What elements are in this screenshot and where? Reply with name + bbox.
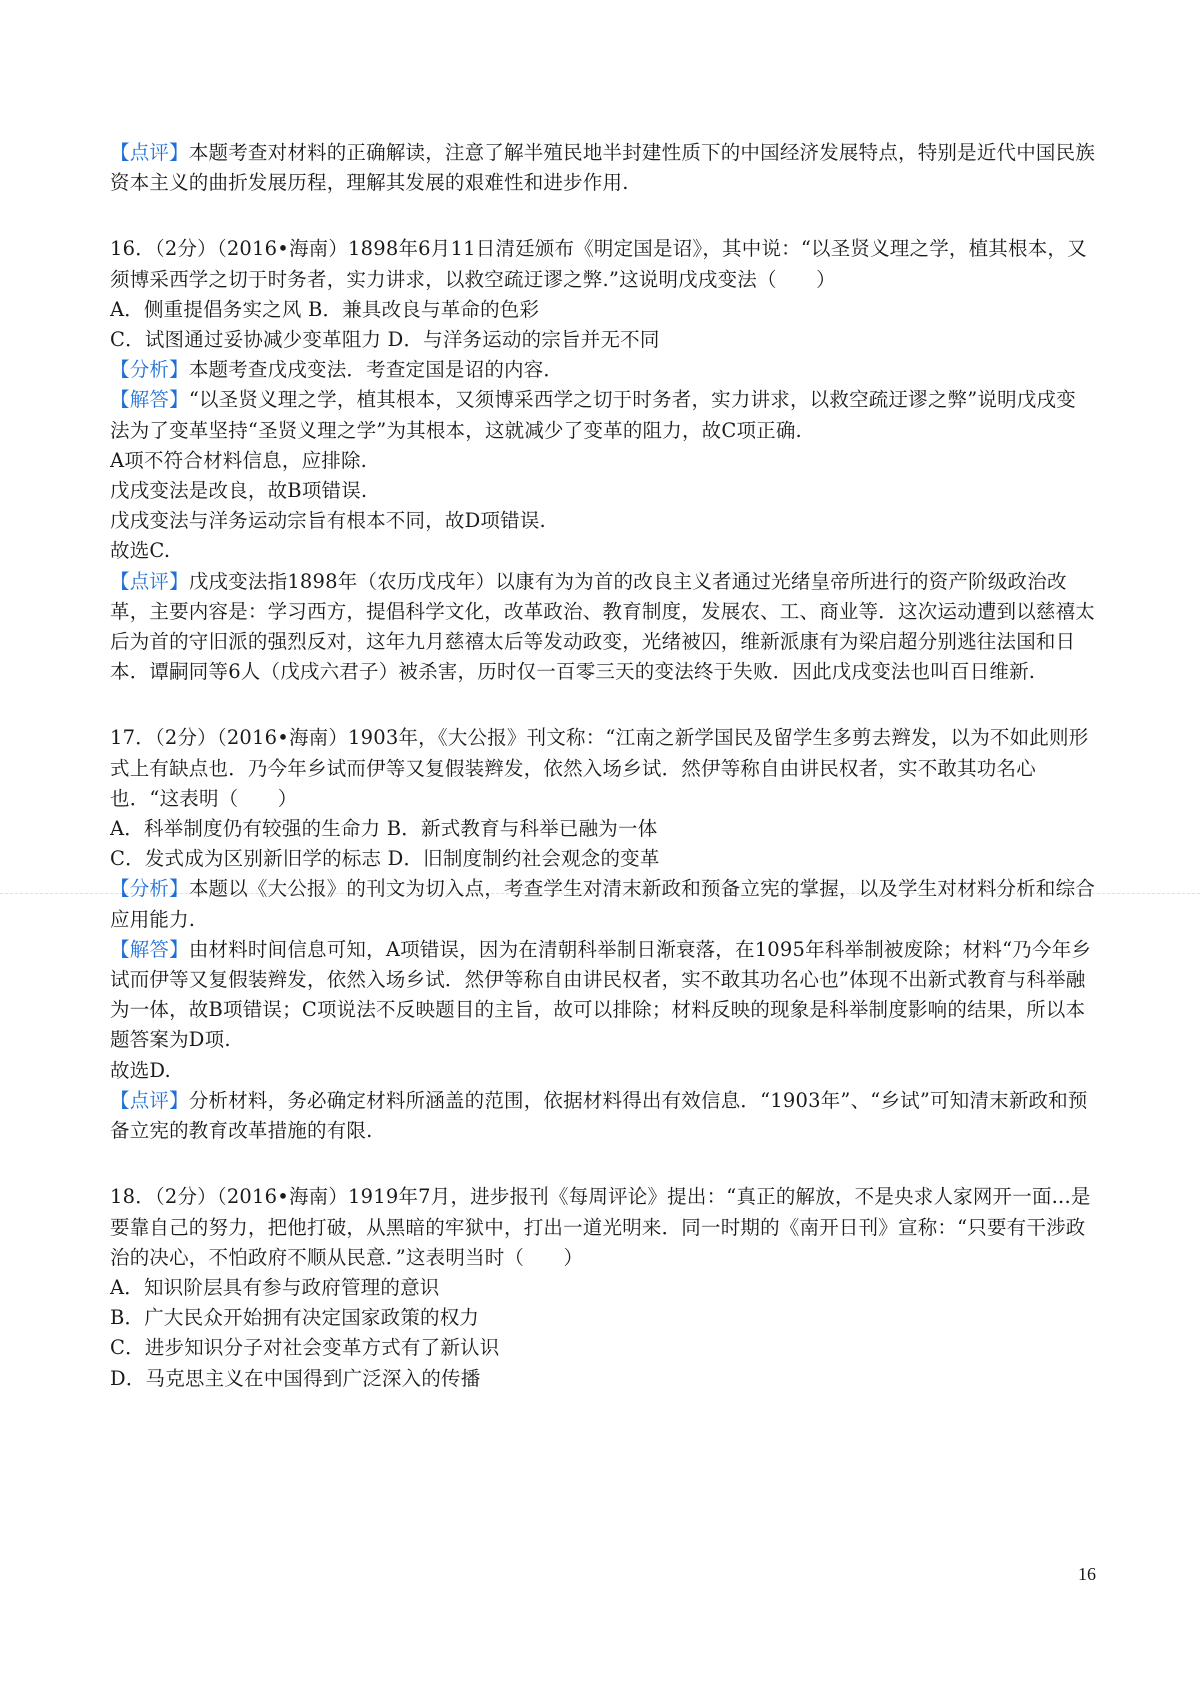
- q16-analysis-text: 本题考查戊戌变法．考查定国是诏的内容．: [188, 358, 564, 382]
- q18-option-a: A．知识阶层具有参与政府管理的意识: [110, 1275, 440, 1299]
- q18-stem: 18．（2分）（2016•海南）1919年7月，进步报刊《每周评论》提出：“真正的解放，不是央求人家网开一面...是要靠自己的努力，把他打破，从黑暗的牢狱中，打出一道光明来．同一时期的《南开日刊》宣称：“只要有干涉政治的决心，不怕政府不顺从民意．”这表明当时（ ）: [110, 1185, 1091, 1269]
- q17-analysis: [110, 874, 1095, 934]
- question-18: [110, 1182, 1095, 1393]
- q15-review-block: [110, 138, 1095, 198]
- q16-option-row-1: A．侧重提倡务实之风 B．兼具改良与革命的色彩: [110, 297, 540, 321]
- q16-answer: [110, 385, 1095, 445]
- review-tag: 【点评】: [110, 141, 189, 164]
- document-page: [110, 138, 1095, 1394]
- analysis-tag: 【分析】: [110, 358, 189, 382]
- q16-answer-text-1: “以圣贤义理之学，植其根本，又须博采西学之切于时务者，实力讲求，以救空疏迂谬之弊”说明戊戌变法为了变革坚持“圣贤义理之学”为其根本，这就减少了变革的阻力，故C项正确.: [110, 388, 1076, 442]
- question-17: [110, 723, 1095, 1146]
- analysis-tag: 【分析】: [110, 877, 189, 901]
- q17-stem: 17．（2分）（2016•海南）1903年，《大公报》刊文称：“江南之新学国民及留学生多剪去辫发，以为不如此则形式上有缺点也．乃今年乡试而伊等又复假装辫发，依然入场乡试．然伊等称自由讲民权者，实不敢其功名心也．“这表明（ ）: [110, 726, 1089, 810]
- page-number: 16: [1078, 1564, 1096, 1584]
- q18-option-b: B．广大民众开始拥有决定国家政策的权力: [110, 1306, 480, 1330]
- q16-answer-choice: 故选C.: [110, 539, 171, 563]
- q16-stem: 16．（2分）（2016•海南）1898年6月11日清廷颁布《明定国是诏》，其中说：“以圣贤义理之学，植其根本，又须博采西学之切于时务者，实力讲求，以救空疏迂谬之弊.”这说明戊戌变法（ ）: [110, 237, 1087, 291]
- q17-analysis-text: 本题以《大公报》的刊文为切入点，考查学生对清末新政和预备立宪的掌握，以及学生对材料分析和综合应用能力.: [110, 877, 1096, 931]
- q17-answer: [110, 935, 1095, 1056]
- question-16: [110, 234, 1095, 687]
- q16-review-text: 戊戌变法指1898年（农历戊戌年）以康有为为首的改良主义者通过光绪皇帝所进行的资产阶级政治改革，主要内容是：学习西方，提倡科学文化，改革政治、教育制度，发展农、工、商业等．这次运动遭到以慈禧太后为首的守旧派的强烈反对，这年九月慈禧太后等发动政变，光绪被囚，维新派康有为梁启超分别逃往法国和日本．谭嗣同等6人（戊戌六君子）被杀害，历时仅一百零三天的变法终于失败．因此戊戌变法也叫百日维新.: [110, 569, 1096, 684]
- q16-option-row-2: C．试图通过妥协减少变革阻力 D．与洋务运动的宗旨并无不同: [110, 328, 660, 352]
- answer-tag: 【解答】: [110, 937, 189, 961]
- q16-answer-line-4: 戊戌变法与洋务运动宗旨有根本不同，故D项错误.: [110, 509, 546, 533]
- q16-answer-line-3: 戊戌变法是改良，故B项错误.: [110, 479, 368, 503]
- answer-tag: 【解答】: [110, 388, 189, 412]
- q17-answer-text-1: 由材料时间信息可知，A项错误，因为在清朝科举制日渐衰落，在1095年科举制被废除；材料“乃今年乡试而伊等又复假装辫发，依然入场乡试．然伊等称自由讲民权者，实不敢其功名心也”体现不出新式教育与科举融为一体，故B项错误；C项说法不反映题目的主旨，故可以排除；材料反映的现象是科举制度影响的结果，所以本题答案为D项.: [110, 937, 1092, 1052]
- q15-review-text: 本题考查对材料的正确解读，注意了解半殖民地半封建性质下的中国经济发展特点，特别是近代中国民族资本主义的曲折发展历程，理解其发展的艰难性和进步作用.: [110, 141, 1096, 195]
- q16-answer-line-2: A项不符合材料信息，应排除.: [110, 448, 368, 472]
- q17-review-text: 分析材料，务必确定材料所涵盖的范围，依据材料得出有效信息．“1903年”、“乡试”可知清末新政和预备立宪的教育改革措施的有限.: [110, 1088, 1088, 1143]
- q17-answer-choice: 故选D.: [110, 1058, 171, 1082]
- q16-analysis: [110, 355, 1095, 385]
- q18-option-c: C．进步知识分子对社会变革方式有了新认识: [110, 1336, 500, 1360]
- q17-review: [110, 1086, 1095, 1146]
- review-tag: 【点评】: [110, 569, 189, 593]
- q17-option-row-2: C．发式成为区别新旧学的标志 D．旧制度制约社会观念的变革: [110, 847, 660, 871]
- q17-option-row-1: A．科举制度仍有较强的生命力 B．新式教育与科举已融为一体: [110, 817, 658, 841]
- q18-option-d: D．马克思主义在中国得到广泛深入的传播: [110, 1366, 481, 1390]
- review-tag: 【点评】: [110, 1088, 189, 1112]
- q16-review: [110, 567, 1095, 688]
- q15-review-paragraph: [110, 138, 1095, 198]
